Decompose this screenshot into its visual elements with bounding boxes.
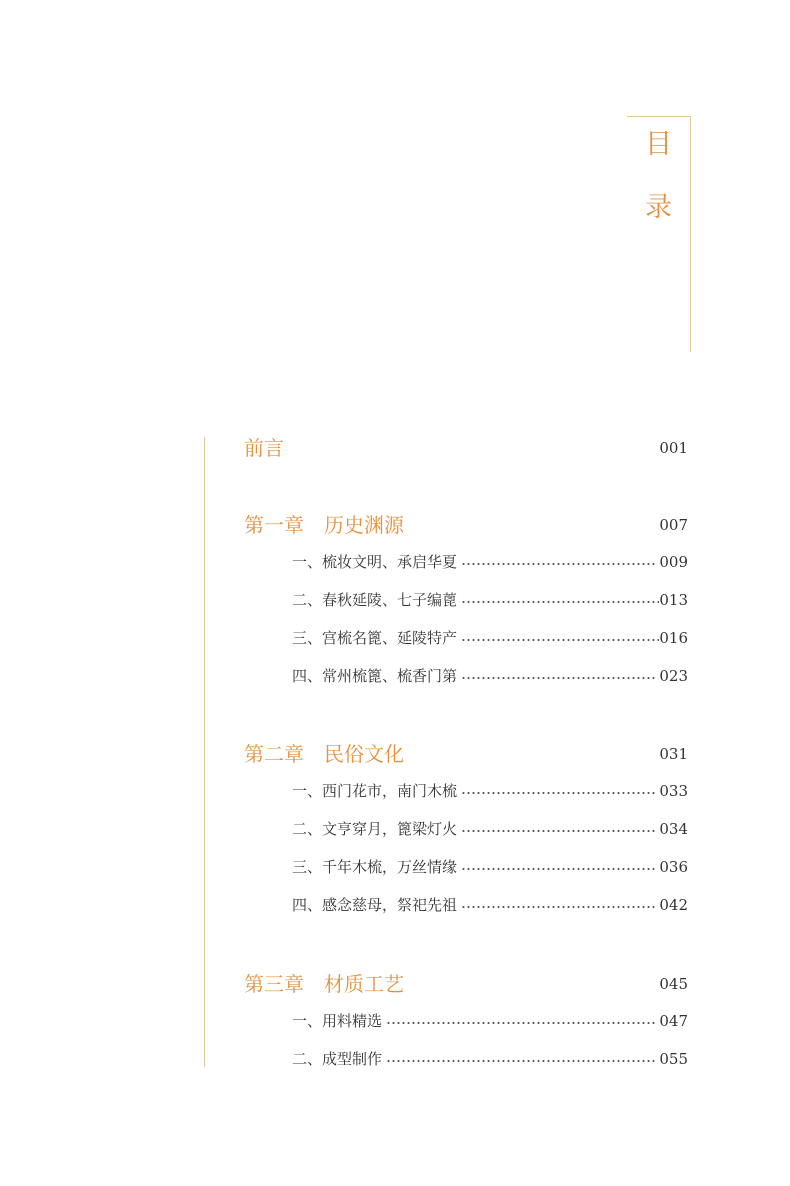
toc-leader-dots [386,1022,655,1024]
toc-chapter-label: 前言 [244,436,284,460]
toc-page-number: 033 [659,782,688,800]
toc-page-number: 023 [659,667,688,685]
toc-page-number: 055 [659,1050,688,1068]
toc-section-label: 一、梳妆文明、承启华夏 [292,553,458,571]
toc-entry-section[interactable] [292,585,688,615]
toc-page-number: 036 [659,858,688,876]
toc-leader-dots [461,906,655,908]
title-top-rule [627,116,690,117]
toc-entry-chapter-3[interactable] [244,969,688,999]
toc-page-number: 001 [659,439,688,457]
toc-leader-dots [461,868,655,870]
toc-entry-section[interactable] [292,661,688,691]
toc-leader-dots [461,830,655,832]
toc-page-number: 007 [659,516,688,534]
toc-section-label: 一、用料精选 [292,1012,383,1030]
toc-page-number: 031 [659,745,688,763]
toc-page-number: 009 [659,553,688,571]
page-title-char-2: 录 [645,192,672,223]
toc-leader-dots [461,792,655,794]
toc-page-number: 013 [659,591,688,609]
toc-page-number: 047 [659,1012,688,1030]
toc-section-label: 四、感念慈母，祭祀先祖 [292,896,458,914]
toc-leader-dots [461,639,659,641]
toc-section-label: 一、西门花市，南门木梳 [292,782,458,800]
toc-page-number: 016 [659,629,688,647]
toc-entry-chapter-1[interactable] [244,510,688,540]
toc-chapter-label: 第二章 民俗文化 [244,742,404,766]
toc-leader-dots [461,601,659,603]
toc-section-label: 四、常州梳篦、梳香门第 [292,667,458,685]
toc-section-label: 三、宫梳名篦、延陵特产 [292,629,458,647]
toc-entry-section[interactable] [292,547,688,577]
toc-section-label: 二、文亨穿月，篦梁灯火 [292,820,458,838]
page-title-char-1: 目 [645,129,672,160]
toc-page-number: 045 [659,975,688,993]
title-side-rule [690,116,691,352]
toc-section-label: 三、千年木梳，万丝情缘 [292,858,458,876]
toc-entry-section[interactable] [292,852,688,882]
toc-section-label: 二、春秋延陵、七子编蓖 [292,591,458,609]
toc-section-label: 二、成型制作 [292,1050,383,1068]
toc-entry-section[interactable] [292,1006,688,1036]
toc-page-number: 034 [659,820,688,838]
toc-entry-preface[interactable] [244,433,688,463]
toc-left-rule [204,437,205,1067]
toc-entry-section[interactable] [292,890,688,920]
toc-page-number: 042 [659,896,688,914]
toc-chapter-label: 第三章 材质工艺 [244,972,404,996]
toc-entry-section[interactable] [292,623,688,653]
toc-leader-dots [461,563,655,565]
toc-entry-section[interactable] [292,776,688,806]
toc-chapter-label: 第一章 历史渊源 [244,513,404,537]
toc-entry-chapter-2[interactable] [244,739,688,769]
toc-entry-section[interactable] [292,1044,688,1074]
toc-leader-dots [461,677,655,679]
toc-leader-dots [386,1060,655,1062]
toc-entry-section[interactable] [292,814,688,844]
